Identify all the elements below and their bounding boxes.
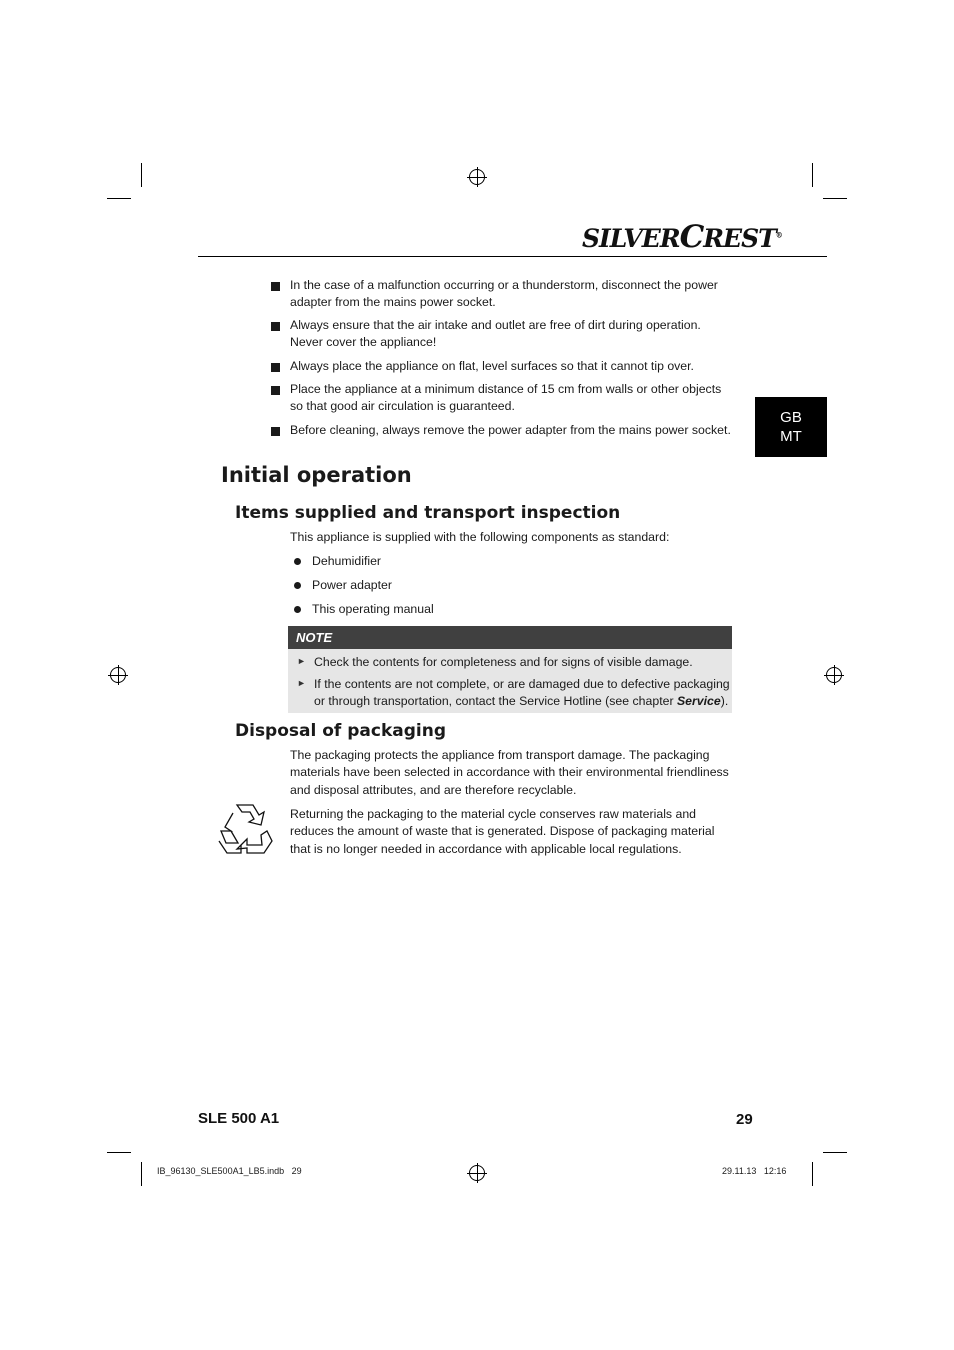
bullet-square-icon <box>271 322 280 331</box>
subsection-heading: Disposal of packaging <box>235 721 446 741</box>
registration-mark-icon <box>469 1165 485 1181</box>
bullet-square-icon <box>271 363 280 372</box>
safety-bullet: In the case of a malfunction occurring or a thunderstorm, disconnect the power adapter from the mains power socket. <box>290 278 718 310</box>
arrow-icon: ► <box>297 678 306 688</box>
safety-bullet: Always place the appliance on flat, level surfaces so that it cannot tip over. <box>290 359 694 373</box>
header-rule <box>198 256 827 257</box>
arrow-icon: ► <box>297 656 306 666</box>
subsection-heading: Items supplied and transport inspection <box>235 503 621 523</box>
safety-bullet: Before cleaning, always remove the power adapter from the mains power socket. <box>290 423 731 437</box>
safety-bullet: Always ensure that the air intake and outlet are free of dirt during operation. Never cover the appliance! <box>290 318 701 350</box>
model-number: SLE 500 A1 <box>198 1110 280 1127</box>
bullet-square-icon <box>271 282 280 291</box>
items-intro: This appliance is supplied with the following components as standard: <box>290 530 670 544</box>
bullet-dot-icon <box>294 582 301 589</box>
note-line: Check the contents for completeness and for signs of visible damage. <box>314 655 693 669</box>
list-item: This operating manual <box>312 602 434 616</box>
language-tab <box>755 397 827 457</box>
disposal-paragraph: The packaging protects the appliance from transport damage. The packaging materials have been selected in accordance with their environmental friendliness and disposal attributes, and are therefore recyclable. <box>290 748 729 797</box>
bullet-square-icon <box>271 427 280 436</box>
safety-bullet: Place the appliance at a minimum distance of 15 cm from walls or other objects so that good air circulation is guaranteed. <box>290 382 722 414</box>
note-line: If the contents are not complete, or are damaged due to defective packaging or through transportation, contact the Service Hotline (see chapter Service). <box>314 677 730 709</box>
list-item: Power adapter <box>312 578 392 592</box>
bullet-dot-icon <box>294 558 301 565</box>
section-heading: Initial operation <box>221 463 412 487</box>
page-number: 29 <box>736 1111 753 1128</box>
registration-mark-icon <box>110 667 126 683</box>
bullet-square-icon <box>271 386 280 395</box>
brand-logo: SILVERCREST® <box>582 219 782 255</box>
registration-mark-icon <box>469 169 485 185</box>
note-header: NOTE <box>288 626 732 649</box>
lang-gb: GB <box>780 409 802 426</box>
recycle-icon <box>217 801 274 855</box>
disposal-paragraph: Returning the packaging to the material cycle conserves raw materials and reduces the amount of waste that is generated. Dispose of packaging material that is no longer needed in accordance with applicable local regulations. <box>290 807 715 856</box>
list-item: Dehumidifier <box>312 554 382 568</box>
lang-mt: MT <box>780 428 802 445</box>
registration-mark-icon <box>826 667 842 683</box>
bullet-dot-icon <box>294 606 301 613</box>
slug-date: 29.11.13 12:16 <box>722 1166 787 1176</box>
slug-file: IB_96130_SLE500A1_LB5.indb 29 <box>157 1166 302 1176</box>
